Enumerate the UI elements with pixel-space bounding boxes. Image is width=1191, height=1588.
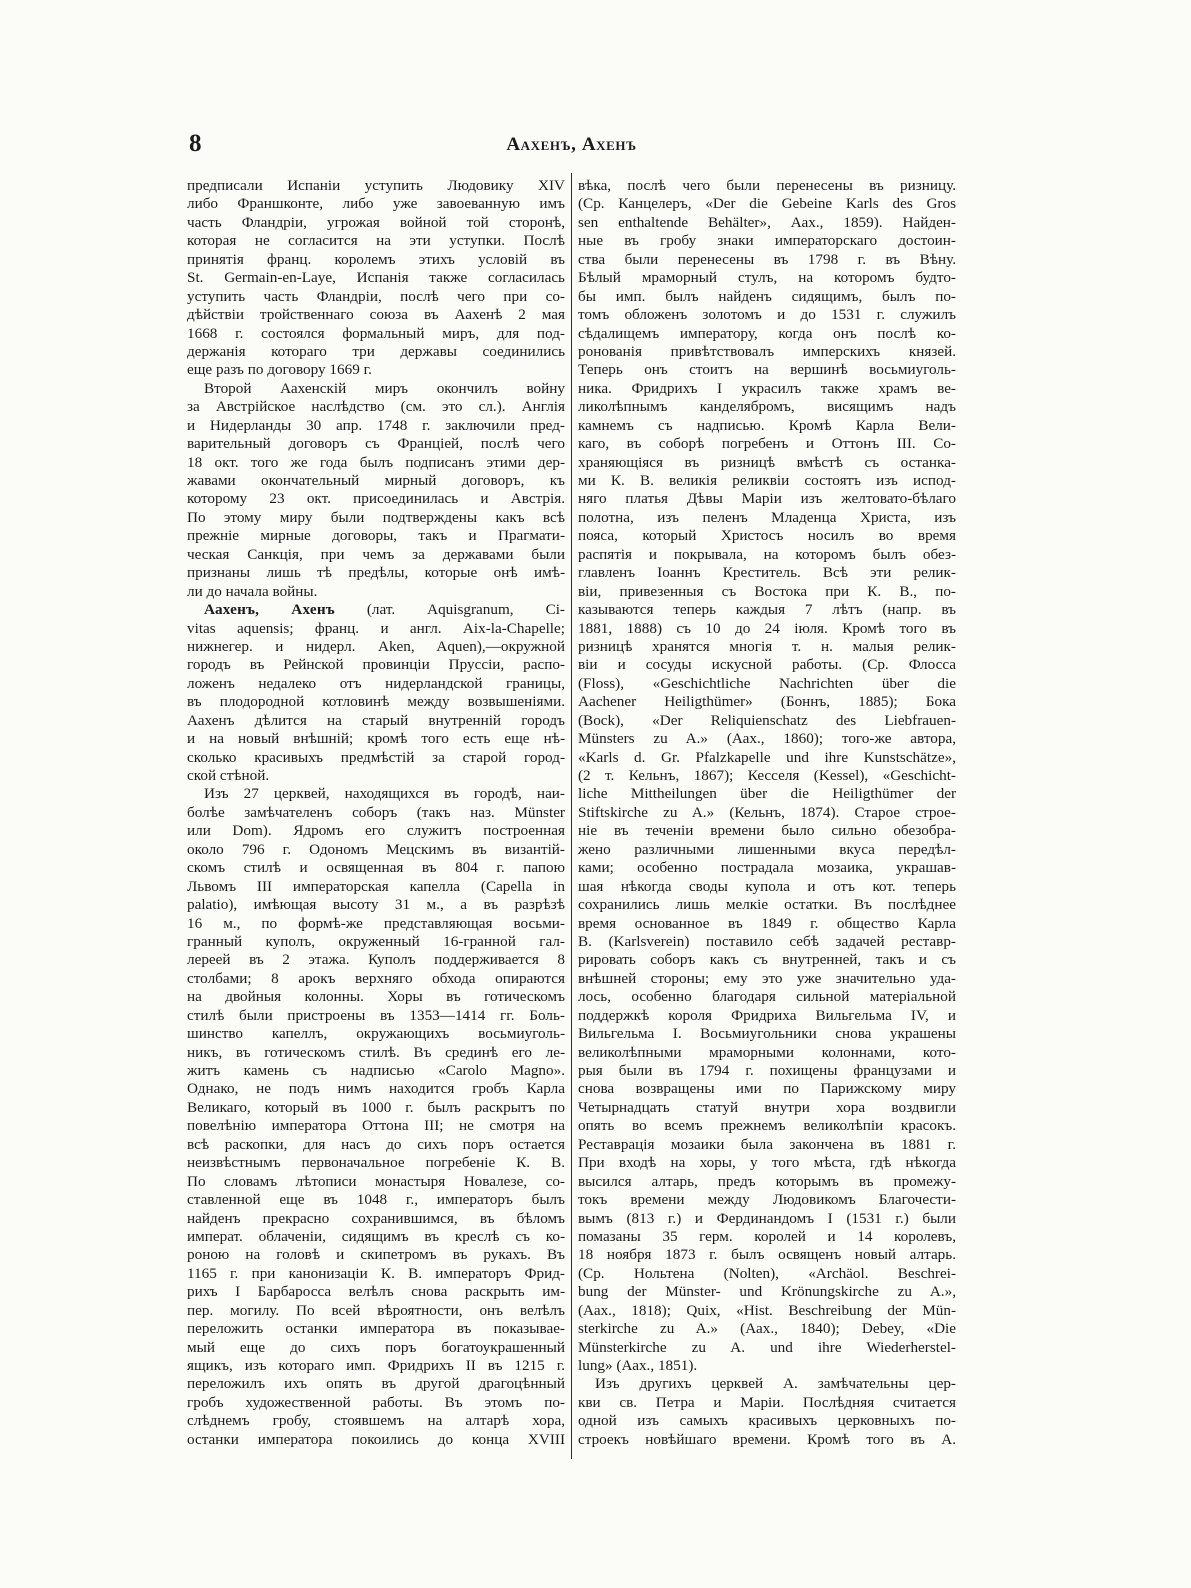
text-line: и Нидерланды 30 апр. 1748 г. заключили пред- (187, 416, 565, 434)
text-line: вѣка, послѣ чего были перенесены въ ризницу. (578, 177, 956, 194)
text-line: столбами; 8 арокъ верхняго обхода опираются (187, 969, 565, 987)
text-line: рыя были въ 1794 г. похищены французами и (578, 1062, 956, 1079)
text-line: Изъ 27 церквей, находящихся въ городѣ, наи- (204, 785, 565, 803)
text-line: Аахенъ дѣлится на старый внутренній городъ (187, 711, 565, 729)
text-line: императ. облаченіи, сидящимъ въ креслѣ съ ко- (187, 1227, 565, 1245)
text-line: которому 23 окт. присоединилась и Австрія. (187, 490, 565, 508)
text-line: томъ обложенъ золотомъ и до 1531 г. служилъ (578, 306, 956, 324)
text-line: ческая Санкція, при чемъ за державами были (187, 545, 565, 563)
text-line: сѣдалищемъ императору, когда онъ послѣ ко- (578, 324, 956, 342)
text-line: слѣднемъ гробу, стоявшемъ на алтарѣ хора, (187, 1412, 565, 1430)
text-line: время основанное въ 1849 г. общество Карла (578, 914, 956, 932)
text-line: ской стѣной. (187, 767, 270, 784)
text-line: Теперь онъ стоитъ на вершинѣ восьмиуголь- (578, 361, 956, 379)
text-line: 18 окт. того же года былъ подписанъ этими дер- (187, 453, 565, 471)
text-line: Вильгельма I. Восьмиугольники снова украшены (578, 1025, 956, 1043)
text-line: ками; особенно пострадала мозаика, украшав- (578, 859, 956, 877)
text-line: пояса, который Христосъ носилъ во время (578, 527, 956, 545)
text-line: рировать соборъ какъ съ внутренней, такъ и съ (578, 951, 956, 969)
text-line: ми К. В. великія реликвіи состоятъ изъ испод- (578, 472, 956, 489)
text-line: признаны лишь тѣ предѣлы, которые онѣ имѣ- (187, 564, 565, 582)
text-line: мый еще до сихъ поръ богатоукрашенный (187, 1338, 565, 1356)
text-line: останки императора покоились до конца XVIII (187, 1430, 565, 1448)
text-line: (2 т. Кельнъ, 1867); Кесселя (Kessel), «Geschicht- (578, 767, 956, 784)
text-line: около 796 г. Одономъ Мецскимъ въ византій- (187, 840, 565, 858)
text-line: казываются теперь каждыя 7 лѣтъ (напр. въ (578, 601, 956, 619)
text-line: и на новый внѣшній; кромѣ того есть еще нѣ- (187, 730, 565, 748)
text-line: lung» (Аах., 1851). (578, 1357, 698, 1374)
text-line: Stiftskirche zu A.» (Кельнъ, 1874). Старое строе- (578, 803, 956, 821)
text-line: Бѣлый мраморный стулъ, на которомъ будто- (578, 269, 956, 287)
text-line: бы имп. былъ найденъ сидящимъ, былъ по- (578, 287, 956, 305)
headword: Аахенъ, Ахенъ (204, 601, 335, 619)
text-line: ные въ гробу знаки императорскаго достоин- (578, 232, 956, 250)
text-line (187, 601, 565, 619)
paragraph (578, 1375, 956, 1449)
text-line: которая не согласится на эти уступки. Послѣ (187, 232, 565, 250)
text-line: По словамъ лѣтописи монастыря Новалезе, со- (187, 1172, 565, 1190)
text-line: жавами окончательный мирный договоръ, къ (187, 472, 565, 489)
text-line: опять во всемъ прежнемъ великолѣпіи красокъ. (578, 1117, 956, 1135)
text-line: bung der Münster- und Krönungskirche zu A.», (578, 1283, 956, 1301)
text-line: Aachener Heiligthümer» (Боннъ, 1885); Бока (578, 693, 956, 711)
text-line: высился алтарь, предъ которымъ въ промежу- (578, 1172, 956, 1190)
text-line: повелѣнію императора Оттона III; не смотря на (187, 1117, 565, 1135)
text-line: внѣшней стороны; ему это уже значительно уда- (578, 969, 956, 987)
text-line: ніе въ теченіи времени было сильно обезобра- (578, 822, 956, 840)
text-line: переложить останки императора въ показывае- (187, 1320, 565, 1338)
text-line: Второй Аахенскій миръ окончилъ войну (204, 379, 565, 397)
text-line: сколько красивыхъ предмѣстій за старой город- (187, 748, 565, 766)
text-line: Изъ другихъ церквей А. замѣчательны цер- (595, 1375, 956, 1393)
text-line: ронованія привѣтствовалъ имперскихъ князей. (578, 342, 956, 360)
text-line: По этому миру были подтверждены какъ всѣ (187, 508, 565, 526)
text-line: 1165 г. при канонизаціи К. В. императоръ Фрид- (187, 1264, 565, 1282)
text-line: держанія котораго три державы соединились (187, 342, 565, 360)
text-line: sen enthaltende Behälter», Аах., 1859). Найден- (578, 213, 956, 231)
text-line: всѣ раскопки, для насъ до сихъ поръ остается (187, 1135, 565, 1153)
text-line: Однако, не подъ нимъ находится гробъ Карла (187, 1080, 565, 1098)
text-line: няго платья Дѣвы Маріи изъ желтовато-бѣлаго (578, 490, 956, 508)
text-line: шинство капеллъ, окружающихъ восьмиуголь- (187, 1025, 565, 1043)
text-line: полотна, изъ пеленъ Младенца Христа, изъ (578, 508, 956, 526)
text-line: предписали Испаніи уступить Людовику XIV (187, 177, 565, 194)
text-line: Великаго, который въ 1000 г. былъ раскрытъ по (187, 1098, 565, 1116)
text-line: помазаны 35 герм. королей и 14 королевъ, (578, 1227, 956, 1245)
left-column (187, 177, 565, 1449)
text-line: віи и сосуды искусной работы. (Ср. Флосса (578, 656, 956, 674)
text-line: пер. могилу. По всей вѣроятности, онъ велѣлъ (187, 1301, 565, 1319)
text-line: liche Mittheilungen über die Heiligthümer der (578, 785, 956, 803)
text-line: стилѣ были пристроены въ 1353—1414 гг. Боль- (187, 1006, 565, 1024)
text-line: 18 ноября 1873 г. былъ освященъ новый алтарь. (578, 1246, 956, 1264)
text-line: При входѣ на хоры, у того мѣста, гдѣ нѣкогда (578, 1154, 956, 1172)
text-line: вымъ (813 г.) и Фердинандомъ I (1531 г.) были (578, 1209, 956, 1227)
text-line: въ плодородной котловинѣ между возвышеніями. (187, 693, 565, 711)
text-line: поддержкѣ короля Фридриха Вильгельма IV, и (578, 1006, 956, 1024)
text-line: рихъ I Барбаросса велѣлъ снова раскрыть им- (187, 1283, 565, 1301)
text-line: В. (Karlsverein) поставило себѣ задачей реставр- (578, 932, 956, 950)
text-line: (Ср. Канцелеръ, «Der die Gebeine Karls des Gros (578, 195, 956, 213)
text-line: еще разъ по договору 1669 г. (187, 361, 372, 379)
text-line: віи, привезенныя съ Востока при К. В., по- (578, 582, 956, 600)
text-line: найденъ прекрасно сохранившимся, въ бѣломъ (187, 1209, 565, 1227)
text-line: ства были перенесены въ 1798 г. въ Вѣну. (578, 250, 956, 268)
text-line: строекъ новѣйшаго времени. Кромѣ того въ А. (578, 1430, 956, 1448)
text-line: 1668 г. состоялся формальный миръ, для под- (187, 324, 565, 342)
text-line: роною на головѣ и скипетромъ въ рукахъ. Въ (187, 1246, 565, 1264)
text-line: vitas aquensis; франц. и англ. Aix-la-Chapelle; (187, 619, 565, 637)
text-line: варительный договоръ съ Франціей, послѣ чего (187, 435, 565, 453)
text-line: шая нѣкогда своды купола и отъ кот. теперь (578, 877, 956, 895)
text-line: болѣе замѣчателенъ соборъ (такъ наз. Münster (187, 803, 565, 821)
text-line: житъ камень съ надписью «Carolo Magno». (187, 1062, 565, 1079)
text-line: ложенъ недалеко отъ нидерландской границы, (187, 674, 565, 692)
text-line: Львомъ III императорская капелла (Capella in (187, 877, 565, 895)
text-line: переложилъ ихъ опять въ другой драгоцѣнный (187, 1375, 565, 1393)
text-line: ника. Фридрихъ I украсилъ также храмъ ве- (578, 379, 956, 397)
text-line: ликолѣпнымъ канделябромъ, висящимъ надъ (578, 398, 956, 416)
text-line: часть Фландріи, угрожая войной той сторонѣ, (187, 213, 565, 231)
text-line: Münsters zu A.» (Аах., 1860); того-же автора, (578, 730, 956, 748)
text-line: (Ср. Нольтена (Nolten), «Archäol. Beschrei- (578, 1264, 956, 1282)
text-line: главленъ Іоаннъ Креститель. Всѣ эти релик- (578, 564, 956, 582)
text-line: уступить часть Фландріи, послѣ чего при со- (187, 287, 565, 305)
text-line: за Австрійское наслѣдство (см. это сл.). Англія (187, 398, 565, 416)
page-number: 8 (189, 130, 202, 157)
text-line: каго, въ соборѣ погребенъ и Оттонъ III. Со- (578, 435, 956, 453)
text-line: 1881, 1888) съ 10 до 24 іюля. Кромѣ того въ (578, 619, 956, 637)
paragraph (187, 380, 565, 601)
paragraph (187, 601, 565, 785)
text-line: ризницѣ хранятся многія т. н. малыя релик- (578, 637, 956, 655)
text-line: 16 м., по формѣ-же представляющая восьми- (187, 914, 565, 932)
text-line: городъ въ Рейнской провинціи Пруссіи, распо- (187, 656, 565, 674)
text-line: одной изъ самыхъ красивыхъ церковныхъ по- (578, 1412, 956, 1430)
text-line: либо Франшконте, либо уже завоеванную имъ (187, 195, 565, 213)
text-line: токъ времени между Людовикомъ Благочести- (578, 1191, 956, 1209)
text-line: (Аах., 1818); Quix, «Hist. Beschreibung der Mün- (578, 1301, 956, 1319)
text-line: принятія франц. королемъ этихъ условій въ (187, 250, 565, 268)
text-line: прежніе мирные договоры, такъ и Прагмати- (187, 527, 565, 545)
text-line: камнемъ съ надписью. Кромѣ Карла Вели- (578, 416, 956, 434)
paragraph (578, 177, 956, 1375)
text-line: «Karls d. Gr. Pfalzkapelle und ihre Kunstschätze», (578, 748, 956, 766)
text-line: гранный куполъ, окруженный 16-гранной гал- (187, 932, 565, 950)
text-line: храняющіяся въ ризницѣ вмѣстѣ съ останка- (578, 453, 956, 471)
text-line: распятія и покрывала, на которомъ былъ обез- (578, 545, 956, 563)
text-line: снова возвращены ими по Парижскому миру (578, 1080, 956, 1098)
text-line: ставленной еще въ 1048 г., императоръ былъ (187, 1191, 565, 1209)
text-line: St. Germain-en-Laye, Испанія также согласилась (187, 269, 565, 287)
text-line: жено различными лишенными вкуса передѣл- (578, 840, 956, 858)
text-line: никъ, въ готическомъ стилѣ. Въ срединѣ его ле- (187, 1043, 565, 1061)
column-divider (571, 173, 572, 1459)
text-line: скомъ стилѣ и освященная въ 804 г. папою (187, 859, 565, 877)
text-line-rest: (лат. Aquisgranum, Ci- (334, 601, 565, 619)
right-column (578, 177, 956, 1449)
text-line: Münsterkirche zu A. und ihre Wiederherstel- (578, 1338, 956, 1356)
text-line: на двойныя колонны. Хоры въ готическомъ (187, 988, 565, 1006)
text-line: великолѣпными мраморными колоннами, кото- (578, 1043, 956, 1061)
text-line: лось, особенно благодаря сильной матеріальной (578, 988, 956, 1006)
text-line: Реставрація мозаики была закончена въ 1881 г. (578, 1135, 956, 1153)
text-line: кви св. Петра и Маріи. Послѣдняя считается (578, 1393, 956, 1411)
text-line: дѣйствіи тройственнаго союза въ Аахенѣ 2 мая (187, 306, 565, 324)
text-line: ли до начала войны. (187, 582, 318, 600)
text-line: sterkirche zu A.» (Аах., 1840); Debey, «Die (578, 1320, 956, 1338)
paragraph (187, 177, 565, 380)
text-line: (Bock), «Der Reliquienschatz des Liebfrauen- (578, 711, 956, 729)
text-line: Четырнадцать статуй внутри хора воздвигли (578, 1098, 956, 1116)
paragraph (187, 785, 565, 1449)
text-line: лереей въ 2 этажа. Куполъ поддерживается 8 (187, 951, 565, 969)
text-line: сохранились лишь мелкіе остатки. Въ послѣднее (578, 896, 956, 914)
text-line: ящикъ, изъ котораго имп. Фридрихъ II въ 1215 г. (187, 1357, 565, 1374)
running-title: Аахенъ, Ахенъ (506, 134, 637, 155)
text-line: неизвѣстнымъ первоначальное погребеніе К. В. (187, 1154, 565, 1172)
text-line: нижнегер. и нидерл. Aken, Aquen),—окружной (187, 637, 565, 655)
text-line: palatio), имѣющая высоту 31 м., а въ разрѣзѣ (187, 896, 565, 914)
text-line: или Dom). Ядромъ его служитъ построенная (187, 822, 565, 840)
text-line: (Floss), «Geschichtliche Nachrichten über die (578, 674, 956, 692)
text-line: гробъ художественной работы. Въ этомъ по- (187, 1393, 565, 1411)
